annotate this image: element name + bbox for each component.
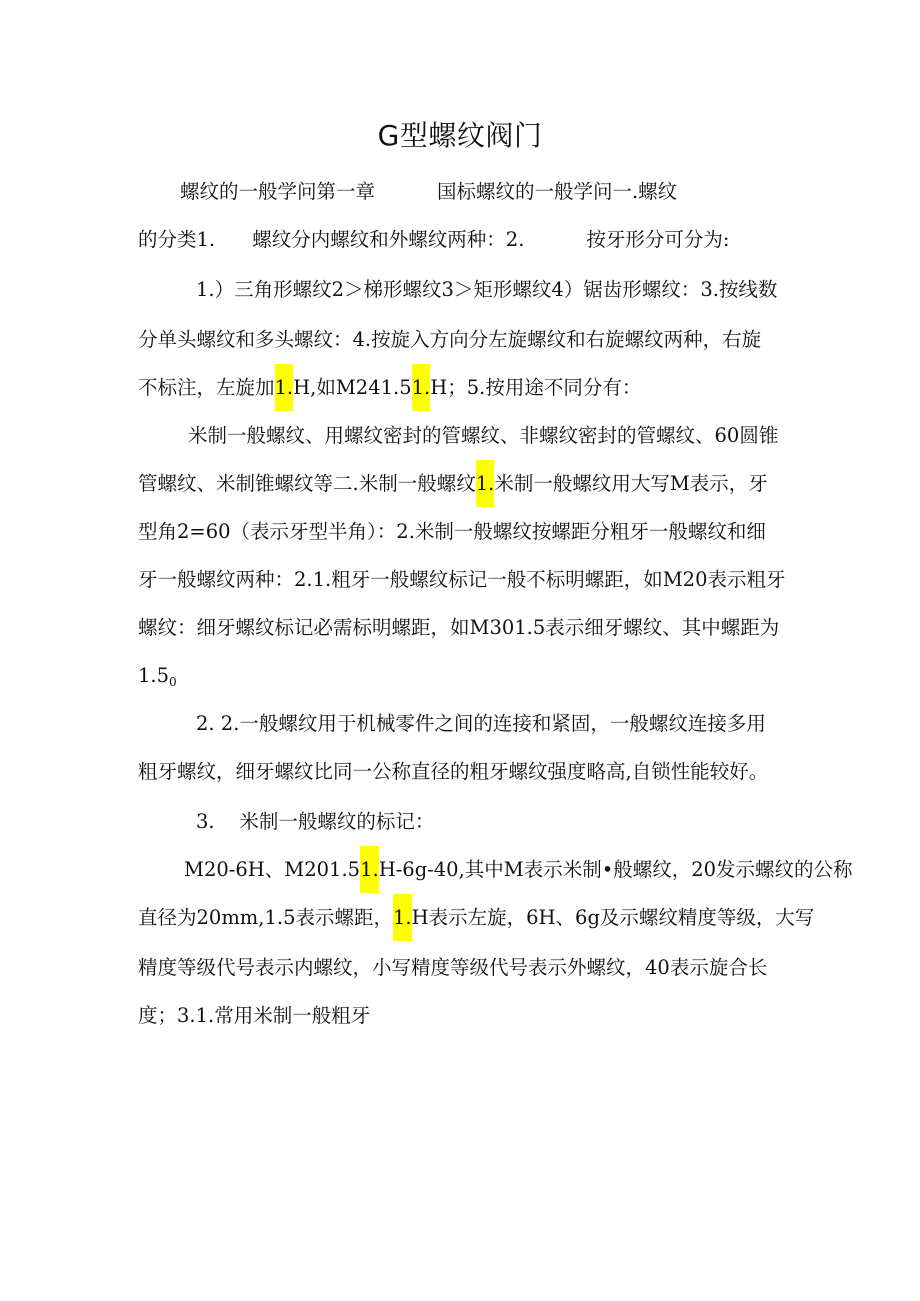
text-segment: 螺纹：细牙螺纹标记必需标明螺距，如M301.5表示细牙螺纹、其中螺距为 (138, 616, 780, 639)
text-line (138, 1003, 370, 1029)
highlighted-text: 1. (393, 894, 412, 941)
text-segment: 的分类1. 螺纹分内螺纹和外螺纹两种：2. 按牙形分可分为: (138, 228, 730, 251)
text-line (138, 663, 177, 695)
highlighted-text: 1. (275, 364, 294, 411)
text-line (138, 567, 786, 593)
text-segment: 管螺纹、米制锥螺纹等二.米制一般螺纹 (138, 472, 476, 495)
text-line (180, 179, 677, 205)
text-segment: 度；3.1.常用米制一般粗牙 (138, 1004, 371, 1027)
text-segment: 分单头螺纹和多头螺纹：4.按旋入方向分左旋螺纹和右旋螺纹两种，右旋 (138, 328, 762, 351)
text-segment: 米制一般螺纹用大写M表示，牙 (494, 472, 768, 495)
text-segment: H；5.按用途不同分有： (430, 376, 642, 399)
text-segment: 1.）三角形螺纹2＞梯形螺纹3＞矩形螺纹4）锯齿形螺纹：3.按线数 (196, 278, 778, 301)
text-segment: H-6g-40,其中M表示米制•般螺纹，20发示螺纹的公称 (378, 858, 853, 881)
text-segment: 粗牙螺纹，细牙螺纹比同一公称直径的粗牙螺纹强度略高,自锁性能较好。 (138, 760, 769, 783)
highlighted-text: 1. (360, 846, 379, 893)
text-segment: H表示左旋，6H、6g及示螺纹精度等级，大写 (411, 906, 815, 929)
text-line (188, 423, 778, 449)
text-line (138, 375, 641, 401)
text-line (138, 759, 768, 785)
subscript-text: 0 (169, 675, 177, 689)
text-line (138, 327, 761, 353)
text-line (138, 955, 767, 981)
text-line (138, 519, 766, 545)
text-segment: 1.5 (138, 664, 170, 687)
text-segment: M20-6H、M201.5 (184, 858, 361, 881)
text-segment: 牙一般螺纹两种：2.1.粗牙一般螺纹标记一般不标明螺距，如M20表示粗牙 (138, 568, 786, 591)
text-line (196, 277, 777, 303)
text-segment: 米制一般螺纹、用螺纹密封的管螺纹、非螺纹密封的管螺纹、60圆锥 (188, 424, 779, 447)
text-segment: 精度等级代号表示内螺纹，小写精度等级代号表示外螺纹，40表示旋合长 (138, 956, 768, 979)
text-segment: 3. 米制一般螺纹的标记： (196, 810, 435, 833)
text-line (196, 711, 766, 737)
text-segment: 直径为20mm,1.5表示螺距， (138, 906, 394, 929)
highlighted-text: 1. (412, 364, 431, 411)
text-segment: H,如M241.5 (293, 376, 412, 399)
text-line (138, 905, 814, 931)
text-segment: 2. 2.一般螺纹用于机械零件之间的连接和紧固，一般螺纹连接多用 (196, 712, 766, 735)
text-line (138, 471, 768, 497)
text-line (196, 809, 434, 835)
document-title: G型螺纹阀门 (377, 119, 543, 152)
text-line (138, 227, 729, 253)
text-line (184, 857, 853, 883)
highlighted-text: 1. (476, 460, 495, 507)
text-segment: 螺纹的一般学问第一章 国标螺纹的一般学问一.螺纹 (180, 180, 678, 203)
text-segment: 不标注，左旋加 (138, 376, 275, 399)
text-line (138, 615, 779, 641)
text-segment: 型角2=60（表示牙型半角）：2.米制一般螺纹按螺距分粗牙一般螺纹和细 (138, 520, 766, 543)
